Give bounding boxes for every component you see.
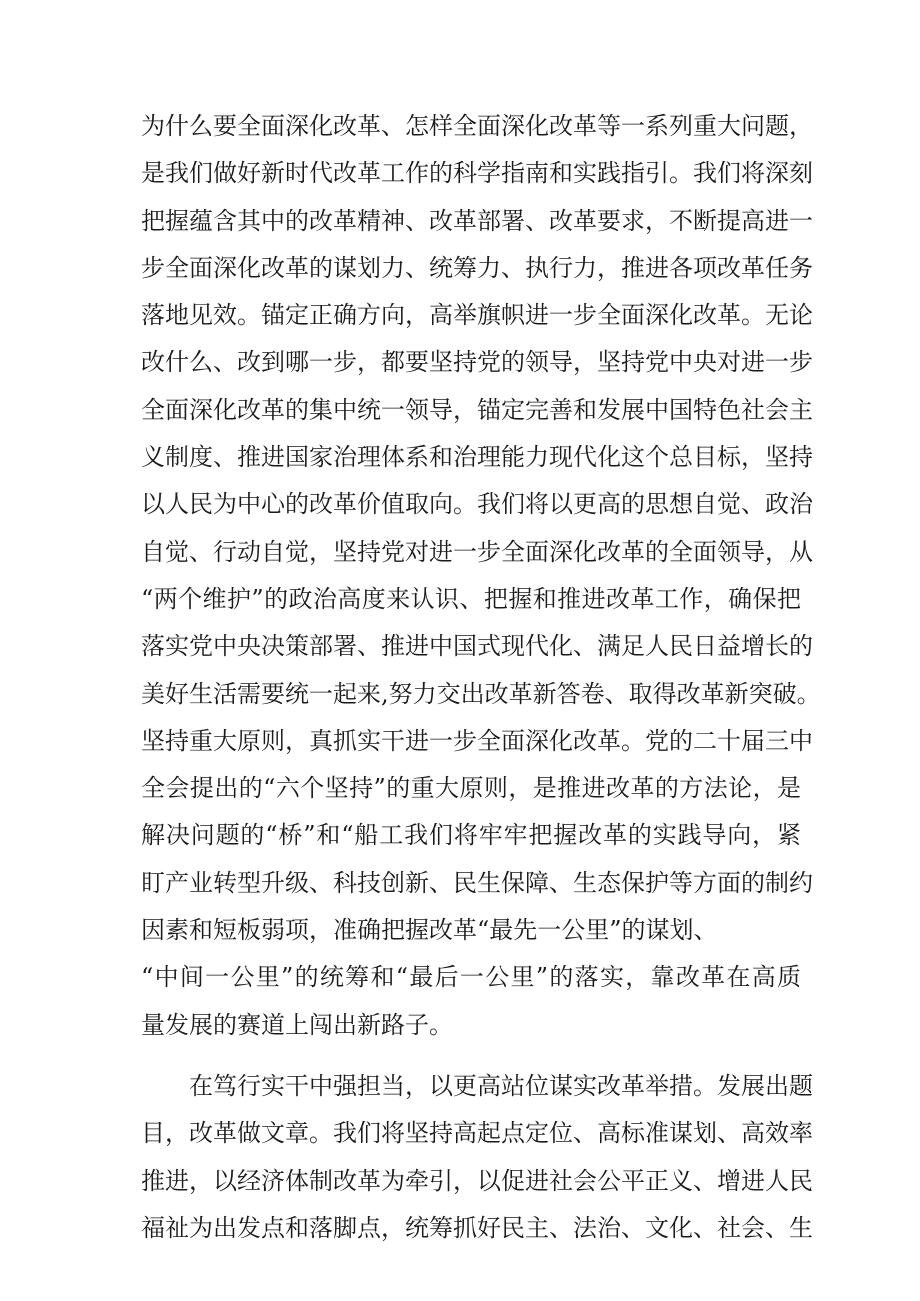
text-line: 改什么、改到哪一步，都要坚持党的领导，坚持党中央对进一步 bbox=[141, 348, 813, 377]
paragraph-2 bbox=[141, 1063, 813, 1252]
text-line: “两个维护”的政治高度来认识、把握和推进改革工作，确保把 bbox=[141, 584, 801, 613]
text-line: 自觉、行动自觉，坚持党对进一步全面深化改革的全面领导，从 bbox=[141, 537, 813, 566]
text-line: 把握蕴含其中的改革精神、改革部署、改革要求，不断提高进一 bbox=[141, 206, 813, 235]
text-line: 在笃行实干中强担当，以更高站位谋实改革举措。发展出题 bbox=[189, 1071, 813, 1100]
text-line: 全会提出的“六个坚持”的重大原则，是推进改革的方法论，是 bbox=[141, 774, 801, 803]
text-line: 因素和短板弱项，准确把握改革“最先一公里”的谋划、 bbox=[141, 916, 718, 945]
text-line: 盯产业转型升级、科技创新、民生保障、生态保护等方面的制约 bbox=[141, 868, 813, 897]
paragraph-spacer bbox=[141, 1049, 801, 1063]
text-line: 推进，以经济体制改革为牵引，以促进社会公平正义、增进人民 bbox=[141, 1166, 813, 1195]
body-text bbox=[141, 103, 821, 1252]
paragraph-1 bbox=[141, 103, 821, 1049]
text-line: 坚持重大原则，真抓实干进一步全面深化改革。党的二十届三中 bbox=[141, 726, 813, 755]
text-line: 为什么要全面深化改革、怎样全面深化改革等一系列重大问题， bbox=[141, 112, 813, 140]
text-line: 全面深化改革的集中统一领导，锚定完善和发展中国特色社会主 bbox=[141, 395, 813, 424]
text-line: 解决问题的“桥”和“船工我们将牢牢把握改革的实践导向，紧 bbox=[141, 821, 801, 850]
text-line: 美好生活需要统一起来,努力交出改革新答卷、取得改革新突破。 bbox=[141, 679, 821, 708]
text-line: 量发展的赛道上闯出新路子。 bbox=[141, 1010, 453, 1039]
text-line: 义制度、推进国家治理体系和治理能力现代化这个总目标，坚持 bbox=[141, 443, 813, 472]
text-line: 以人民为中心的改革价值取向。我们将以更高的思想自觉、政治 bbox=[141, 490, 813, 519]
text-line: 福祉为出发点和落脚点，统筹抓好民主、法治、文化、社会、生 bbox=[141, 1213, 813, 1242]
text-line: 是我们做好新时代改革工作的科学指南和实践指引。我们将深刻 bbox=[141, 159, 813, 188]
text-line: 步全面深化改革的谋划力、统筹力、执行力，推进各项改革任务 bbox=[141, 253, 813, 282]
text-line: “中间一公里”的统筹和“最后一公里”的落实，靠改革在高质 bbox=[141, 963, 801, 992]
text-line: 落实党中央决策部署、推进中国式现代化、满足人民日益增长的 bbox=[141, 632, 813, 661]
text-line: 目，改革做文章。我们将坚持高起点定位、高标准谋划、高效率 bbox=[141, 1119, 813, 1148]
text-line: 落地见效。锚定正确方向，高举旗帜进一步全面深化改革。无论 bbox=[141, 301, 813, 330]
